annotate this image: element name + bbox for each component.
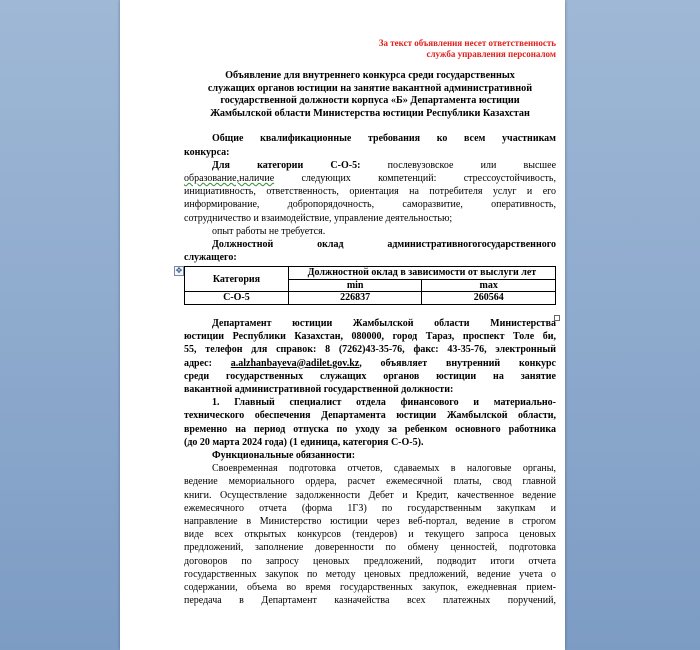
requirement-line: инициативность, ответственность, ориентация на потребителя услуг и его: [184, 186, 556, 198]
requirement-line: информирование, добропорядочность, саморазвитие, оперативность,: [184, 199, 556, 211]
duties-line: направление в Министерство юстиции через веб-портал, ведение в строгом: [184, 515, 556, 527]
disclaimer-line: служба управления персоналом: [426, 49, 556, 59]
title-line: государственной должности корпуса «Б» Департамента юстиции: [220, 95, 520, 107]
duties-heading: Функциональные обязанности:: [212, 449, 356, 461]
header-category: Категория: [185, 267, 289, 292]
document-body: [184, 38, 556, 607]
cell-max: 260564: [422, 292, 556, 305]
position-section: [184, 396, 556, 449]
table-header-row: [185, 267, 556, 280]
experience-requirement: опыт работы не требуется.: [212, 225, 326, 237]
table-move-handle-icon[interactable]: ✥: [175, 266, 183, 275]
duties-line: Своевременная подготовка отчетов, сдаваемых в налоговые органы,: [212, 463, 556, 475]
requirement-line: сотрудничество и взаимодействие, управление деятельностью;: [184, 212, 453, 224]
duties-line: содержании, объема во время государственных закупок, ежедневная прием-: [184, 581, 556, 593]
department-line: юстиции Республики Казахстан, 080000, город Тараз, проспект Толе би,: [184, 331, 556, 343]
position-line: (до 20 марта 2024 года) (1 единица, категория С-О-5).: [184, 436, 424, 448]
department-line: среди государственных служащих органов юстиции на занятие: [184, 370, 556, 382]
department-text: , объявляет внутренний конкурс: [359, 357, 556, 369]
table-row: [185, 292, 556, 305]
requirement-text: послевузовское или высшее: [387, 159, 557, 171]
requirements-section: [184, 132, 556, 238]
department-line: Департамент юстиции Жамбылской области Министерства: [212, 317, 556, 329]
duties-line: ведение мемориального ордера, расчет ежемесячной платы, свод главной: [184, 476, 556, 488]
header-min: min: [288, 279, 422, 292]
title-line: Объявление для внутреннего конкурса среди государственных: [225, 70, 515, 81]
disclaimer-line: За текст объявления несет ответственность: [378, 38, 556, 48]
department-address-line: [184, 357, 556, 370]
title-line: Жамбылской области Министерства юстиции Республики Казахстан: [210, 107, 530, 119]
department-line: вакантной административной государственной должности:: [184, 383, 454, 395]
category-label: Для категории С-О-5:: [212, 159, 361, 171]
salary-table[interactable]: [184, 266, 556, 305]
requirement-text: следующих компетенций: стрессоустойчивость,: [301, 172, 556, 184]
spellcheck-word: образование,наличие: [184, 172, 275, 184]
position-line: временно на период отпуска по уходу за ребенком основного работника: [184, 423, 556, 435]
salary-section: [184, 238, 556, 305]
document-page: [120, 0, 565, 650]
duties-line: виде всех открытых конкурсов (тендеров) и текущего запроса ценовых: [184, 529, 556, 541]
duties-line: предложений, заполнение доверенности по обмену ценностей, подготовка: [184, 542, 556, 554]
cell-min: 226837: [288, 292, 422, 305]
salary-heading: Должностной оклад административногогосударственного: [212, 239, 556, 250]
cell-category: С-О-5: [185, 292, 289, 305]
requirement-line: [184, 172, 556, 185]
duties-section: [184, 449, 556, 607]
requirements-heading-cont: конкурса:: [184, 146, 230, 158]
category-requirement: [184, 159, 556, 172]
position-line: технического обеспечения Департамента юстиции Жамбылской области,: [184, 410, 556, 422]
email-link[interactable]: a.alzhanbayeva@adilet.gov.kz: [230, 357, 360, 369]
duties-line: государственных закупок по методу ценовых предложений, ведение учета о: [184, 568, 556, 580]
requirements-heading: Общие квалификационные требования ко всем участникам: [212, 133, 556, 145]
salary-heading-cont: служащего:: [184, 252, 237, 264]
duties-line: книги. Осуществление задолженности Дебет и Кредит, качественное ведение: [184, 489, 556, 501]
address-label: адрес:: [184, 357, 212, 369]
title-line: служащих органов юстиции на занятие вакантной административной: [207, 82, 533, 94]
disclaimer: [224, 38, 556, 60]
header-salary: Должностной оклад в зависимости от выслуги лет: [288, 267, 555, 280]
department-section: [184, 317, 556, 396]
department-line: 55, телефон для справок: 8 (7262)43-35-76, факс: 43-35-76, электронный: [184, 344, 556, 356]
duties-line: договоров по запросу ценовых предложений, подводит итоги отчета: [184, 555, 556, 567]
duties-line: ежемесячного отчета (форма 1ГЗ) по государственным закупкам и: [184, 502, 556, 514]
duties-line: передача в Департамент казначейства всех платежных поручений,: [184, 595, 556, 607]
position-line: 1. Главный специалист отдела финансового и материально-: [212, 397, 556, 409]
announcement-title: [184, 70, 556, 120]
header-max: max: [422, 279, 556, 292]
